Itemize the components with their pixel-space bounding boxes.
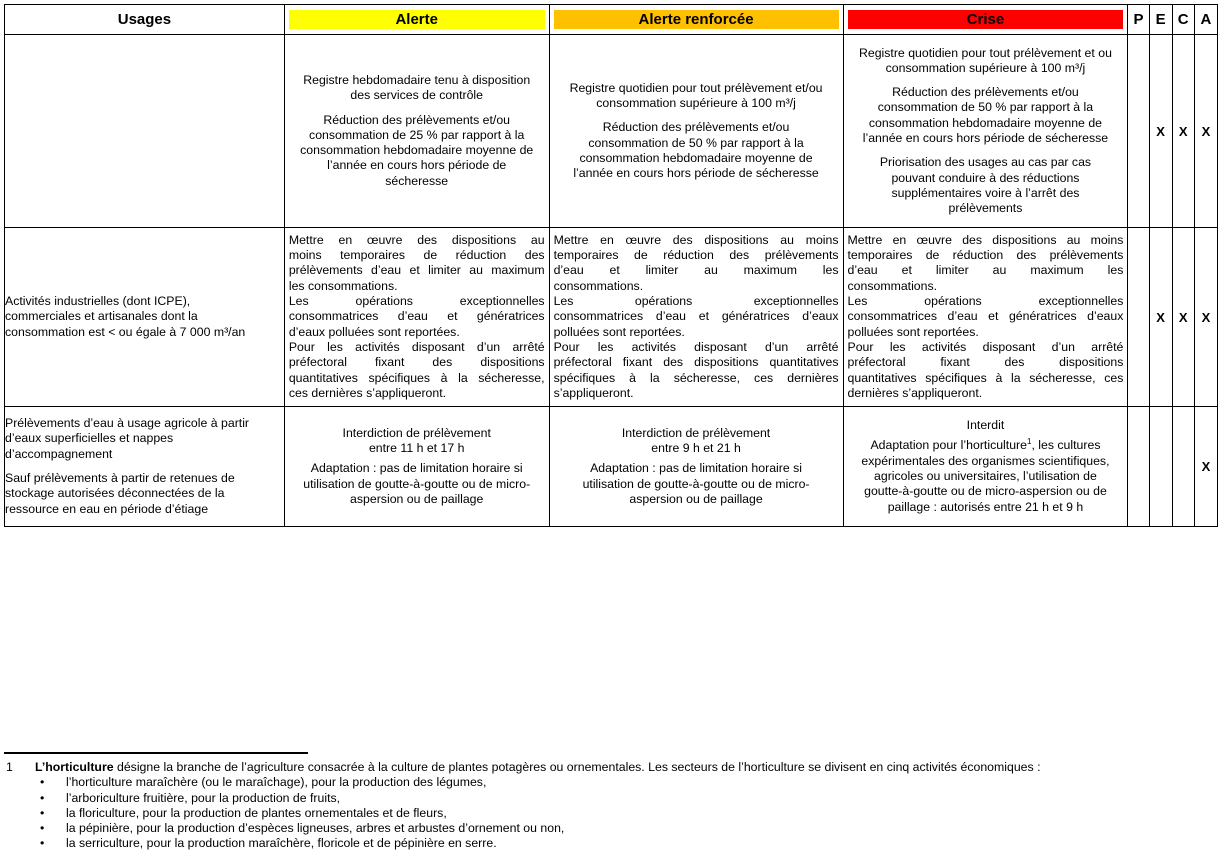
text-line: Prélèvements d’eau à usage agricole à partir <box>5 416 250 431</box>
text-line: Réduction des prélèvements et/ou <box>892 85 1079 100</box>
text-line: l’année en cours hors période de sécheresse <box>862 131 1109 145</box>
text-line: quantitatives spécifiques à la sécheresse, <box>288 370 545 385</box>
text-line: s’appliqueront. <box>553 385 634 400</box>
bullet-icon: • <box>40 821 45 836</box>
text-line: entre 9 h et 21 h <box>651 441 741 456</box>
text-line: polluées sont reportées. <box>553 324 685 339</box>
text-line: Les opérations exceptionnelles <box>847 294 1124 309</box>
text-line: utilisation de goutte-à-goutte ou de micro- <box>303 476 531 491</box>
footnote-list-item <box>4 791 1224 806</box>
text-line: aspersion ou de paillage <box>629 491 763 506</box>
level-badge-alerte-renforcee: Alerte renforcée <box>554 10 839 29</box>
footnote-item-text: l’horticulture maraîchère (ou le maraîchage), pour la production des légumes, <box>66 775 487 790</box>
text-line: consommations. <box>847 278 938 293</box>
crise-cell <box>843 35 1128 228</box>
renforcee-text <box>554 233 839 401</box>
renforcee-cell <box>549 407 843 527</box>
text-line: Mettre en œuvre des dispositions au moins <box>847 232 1124 247</box>
text-line: consommation hebdomadaire moyenne de <box>579 150 813 165</box>
text-line: aspersion ou de paillage <box>350 491 484 506</box>
text-line: des services de contrôle <box>350 88 484 103</box>
flag-e <box>1149 407 1172 527</box>
restrictions-table <box>4 4 1218 527</box>
text-line: ressource en eau en période d’étiage <box>5 501 209 516</box>
text-line: d’accompagnement <box>5 446 113 461</box>
footnote-number: 1 <box>6 760 13 774</box>
crise-text-3 <box>844 155 1128 216</box>
text-line: consommatrices d’eau et génératrices d’eaux <box>847 309 1124 324</box>
usage-text <box>5 294 284 340</box>
text-line: commerciales et artisanales dont la <box>5 309 198 324</box>
footnote-item-text: la pépinière, pour la production d’espèces ligneuses, arbres et arbustes d’ornement ou non, <box>66 821 565 836</box>
footnote-list-item <box>4 806 1224 821</box>
text-line: consommation hebdomadaire moyenne de <box>300 143 534 158</box>
footnote-item-text: la floriculture, pour la production de plantes ornementales et de fleurs, <box>66 805 447 820</box>
text-line: les consommations. <box>288 278 398 293</box>
text-line: stockage autorisées déconnectées de la <box>5 486 225 501</box>
text-line: Registre quotidien pour tout prélèvement et ou <box>858 45 1112 60</box>
flag-c <box>1172 407 1194 527</box>
renforcee-text-1 <box>550 426 843 457</box>
footnote-list-item <box>4 836 1224 851</box>
flag-c: X <box>1172 228 1194 407</box>
text-line: sécheresse <box>385 173 449 188</box>
text-line: consommatrices d’eau et génératrices <box>288 309 545 324</box>
renforcee-cell <box>549 35 843 228</box>
footnote-ref[interactable]: 1 <box>1026 437 1032 447</box>
text-line: Registre hebdomadaire tenu à disposition <box>303 72 531 87</box>
text-line: Adaptation : pas de limitation horaire si <box>590 461 802 476</box>
text-line: goutte-à-goutte ou de micro-aspersion ou de <box>864 484 1107 499</box>
text-line: Interdit <box>966 418 1005 433</box>
text-line: consommatrices d’eau et génératrices d’eaux <box>553 309 839 324</box>
text-line: préfectoral fixant des dispositions <box>847 355 1124 370</box>
flag-a: X <box>1194 228 1217 407</box>
header-crise <box>843 5 1128 35</box>
text-line: temporaires de réduction des prélèvements <box>847 248 1124 263</box>
crise-text-1 <box>844 418 1128 433</box>
footnote-item-text: l’arboriculture fruitière, pour la production de fruits, <box>66 790 341 805</box>
text-line: consommations. <box>553 278 644 293</box>
text-line: Pour les activités disposant d’un arrêté <box>553 339 839 354</box>
text-line: Mettre en œuvre des dispositions au moins <box>553 232 839 247</box>
alerte-text <box>289 233 545 401</box>
text-line: Priorisation des usages au cas par cas <box>879 155 1092 170</box>
text-line: Réduction des prélèvements et/ou <box>323 112 511 127</box>
bullet-icon: • <box>40 775 45 790</box>
text-line: d’eaux polluées sont reportées. <box>288 324 460 339</box>
table-row <box>5 407 1218 527</box>
flag-e: X <box>1149 35 1172 228</box>
renforcee-text-2 <box>550 461 843 507</box>
level-badge-crise: Crise <box>848 10 1124 29</box>
header-flag-p: P <box>1128 5 1149 35</box>
text-line: Mettre en œuvre des dispositions au <box>288 232 545 247</box>
flag-p <box>1128 35 1149 228</box>
flag-c: X <box>1172 35 1194 228</box>
bullet-icon: • <box>40 790 45 805</box>
text-line: consommation hebdomadaire moyenne de <box>868 115 1102 130</box>
text-line: Pour les activités disposant d’un arrêté <box>847 339 1124 354</box>
text-line: Pour les activités disposant d’un arrêté <box>288 339 545 354</box>
bullet-icon: • <box>40 805 45 820</box>
alerte-text-1 <box>285 426 549 457</box>
footnote-list <box>4 775 1224 851</box>
text-line: Les opérations exceptionnelles <box>288 294 545 309</box>
text-line: Registre quotidien pour tout prélèvement et/ou <box>569 80 823 95</box>
header-flag-a: A <box>1194 5 1217 35</box>
header-flag-c: C <box>1172 5 1194 35</box>
text-line: supplémentaires voire à l’arrêt des <box>891 185 1080 200</box>
footnote-list-item <box>4 821 1224 836</box>
header-flag-e: E <box>1149 5 1172 35</box>
text-line: l’année en cours hors période de <box>327 158 507 173</box>
flag-a: X <box>1194 35 1217 228</box>
text-line: Interdiction de prélèvement <box>342 425 491 440</box>
crise-cell <box>843 228 1128 407</box>
table-row <box>5 228 1218 407</box>
table-header-row <box>5 5 1218 35</box>
crise-text-1 <box>844 46 1128 77</box>
text-line: Réduction des prélèvements et/ou <box>602 120 790 135</box>
text-line: d’eau et limiter au maximum les <box>553 263 839 278</box>
footnote-list-item <box>4 775 1224 790</box>
text-line: Adaptation : pas de limitation horaire si <box>310 461 523 476</box>
text-line: prélèvements d’eau et limiter au maximum <box>288 263 545 278</box>
alerte-text-2 <box>285 113 549 189</box>
text-line: préfectoral fixant des dispositions quantitatives <box>553 355 839 370</box>
footnote-text: désigne la branche de l’agriculture consacrée à la culture de plantes potagères ou ornementales. Les secteurs de l’horticulture se divisent en cinq activités économiques : <box>113 760 1041 774</box>
flag-p <box>1128 407 1149 527</box>
alerte-cell <box>284 35 549 228</box>
header-usages: Usages <box>5 5 285 35</box>
crise-text <box>848 233 1124 401</box>
flag-a: X <box>1194 407 1217 527</box>
footnote-term: L’horticulture <box>35 760 114 774</box>
text-line: consommation supérieure à 100 m³/j <box>885 60 1086 75</box>
text-line: Sauf prélèvements à partir de retenues de <box>5 471 235 485</box>
crise-text-2: Adaptation pour l’horticulture$^1$, les cultures expérimentales des organismes scientifiques, agricoles ou universitaires, l’utilisation de goutte-à-goutte ou de micro-aspersion ou de paillage : autorisés entre 21 h et 9 h <box>844 438 1128 514</box>
text-line: consommation de 50 % par rapport à la <box>588 135 804 150</box>
text-line: quantitatives spécifiques à la sécheresse, ces <box>847 370 1124 385</box>
text-line: entre 11 h et 17 h <box>368 441 465 456</box>
level-badge-alerte: Alerte <box>289 10 545 29</box>
text-line: Interdiction de prélèvement <box>621 425 771 440</box>
text-line: l’année en cours hors période de sécheresse <box>573 166 819 181</box>
usage-cell <box>5 407 285 527</box>
text-line: dernières s’appliqueront. <box>847 385 983 400</box>
usage-text-1 <box>5 416 284 462</box>
text-line: consommation supérieure à 100 m³/j <box>596 95 796 110</box>
renforcee-cell <box>549 228 843 407</box>
text-line: d’eau et limiter au maximum les <box>847 263 1124 278</box>
text-line: pouvant conduire à des réductions <box>891 170 1080 185</box>
text-line: temporaires de réduction des prélèvements <box>553 248 839 263</box>
footnote <box>4 760 1224 852</box>
text-line: expérimentales des organismes scientifiques, <box>861 453 1110 468</box>
bullet-icon: • <box>40 836 45 851</box>
text-line: paillage : autorisés entre 21 h et 9 h <box>887 499 1084 514</box>
usage-text-2 <box>5 471 284 517</box>
renforcee-text-2 <box>550 120 843 181</box>
text-line: agricoles ou universitaires, l’utilisation de <box>874 469 1097 483</box>
text-line: moins temporaires de réduction des <box>288 248 545 263</box>
usage-cell <box>5 228 285 407</box>
text-line: consommation est < ou égale à 7 000 m³/an <box>5 324 246 339</box>
header-alerte-renforcee <box>549 5 843 35</box>
alerte-text-2 <box>285 461 549 507</box>
crise-text-2 <box>844 85 1128 146</box>
table-row <box>5 35 1218 228</box>
text-line: ces dernières s’appliqueront. <box>288 385 447 400</box>
flag-p <box>1128 228 1149 407</box>
alerte-cell <box>284 228 549 407</box>
text-line: utilisation de goutte-à-goutte ou de micro- <box>582 476 810 491</box>
text-line: préfectoral fixant des dispositions <box>288 355 545 370</box>
text-line: prélèvements <box>948 201 1023 216</box>
text-line: Les opérations exceptionnelles <box>553 294 839 309</box>
text-line: d’eaux superficielles et nappes <box>5 431 174 446</box>
header-alerte <box>284 5 549 35</box>
text-line: polluées sont reportées. <box>847 324 979 339</box>
footnote-separator <box>4 752 308 754</box>
text-line: consommation de 25 % par rapport à la <box>309 127 525 142</box>
flag-e: X <box>1149 228 1172 407</box>
text-line: spécifiques à la sécheresse, ces dernières <box>553 370 839 385</box>
footnote-item-text: la serriculture, pour la production maraîchère, floricole et de pépinière en serre. <box>66 836 497 851</box>
alerte-cell <box>284 407 549 527</box>
renforcee-text-1 <box>550 81 843 112</box>
crise-cell <box>843 407 1128 527</box>
usage-cell <box>5 35 285 228</box>
text-line: consommation de 50 % par rapport à la <box>877 100 1094 115</box>
text-line: Activités industrielles (dont ICPE), <box>5 294 191 309</box>
alerte-text-1 <box>285 73 549 104</box>
